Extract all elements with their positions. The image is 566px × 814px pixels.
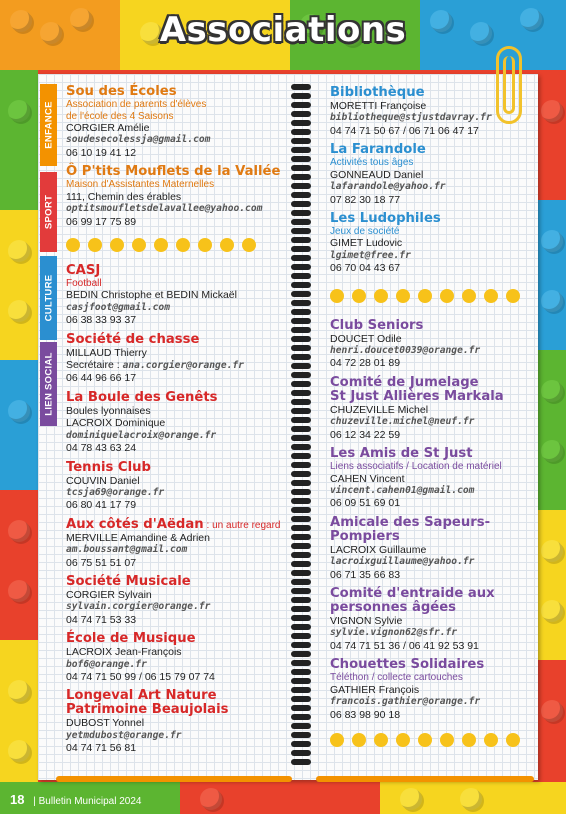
- spiral-ring: [291, 381, 311, 387]
- spiral-ring: [291, 282, 311, 288]
- association-name: Aux côtés d'Aëdan: [66, 516, 204, 532]
- spiral-ring: [291, 516, 311, 522]
- association-email[interactable]: francois.gathier@orange.fr: [330, 696, 481, 708]
- association-phone: 06 83 98 90 18: [330, 708, 401, 721]
- association-phone: 04 74 71 51 36 / 06 41 92 53 91: [330, 639, 479, 652]
- right-column: [330, 86, 534, 747]
- association-email[interactable]: yetmdubost@orange.fr: [66, 729, 182, 741]
- association-tennis-club: [66, 461, 290, 512]
- spiral-ring: [291, 444, 311, 450]
- association-phone: 06 10 19 41 12: [66, 146, 137, 159]
- association-subtitle: Jeux de société: [330, 225, 400, 237]
- association-name: Sou des Écoles: [66, 84, 177, 99]
- association-contact: CORGIER Amélie: [66, 122, 150, 134]
- association-phone: 06 71 35 66 83: [330, 568, 401, 581]
- association-email[interactable]: dominiquelacroix@orange.fr: [66, 429, 217, 441]
- spiral-ring: [291, 237, 311, 243]
- spiral-ring: [291, 453, 311, 459]
- association-casj: [66, 264, 290, 327]
- spiral-ring: [291, 147, 311, 153]
- association-name: Longeval Art Nature: [66, 688, 217, 704]
- association-phone: 06 12 34 22 59: [330, 428, 401, 441]
- spiral-ring: [291, 318, 311, 324]
- association-email[interactable]: bof6@orange.fr: [66, 658, 147, 670]
- association-email[interactable]: sylvain.corgier@orange.fr: [66, 601, 211, 613]
- spiral-ring: [291, 363, 311, 369]
- association-phone: 06 75 51 51 07: [66, 556, 137, 569]
- association-phone: 04 78 43 63 24: [66, 442, 137, 455]
- spiral-ring: [291, 102, 311, 108]
- spiral-ring: [291, 462, 311, 468]
- association-ptits-mouflets: [66, 165, 290, 228]
- association-chouettes-solidaires: [330, 658, 534, 721]
- association-email[interactable]: lgimet@free.fr: [330, 249, 411, 261]
- association-email[interactable]: bibliotheque@stjustdavray.fr: [330, 112, 492, 124]
- association-societe-musicale: [66, 575, 290, 626]
- spiral-ring: [291, 210, 311, 216]
- association-name: Les Ludophiles: [330, 210, 441, 226]
- association-contact: LACROIX Dominique: [66, 417, 166, 430]
- spiral-ring: [291, 84, 311, 90]
- spiral-ring: [291, 705, 311, 711]
- spiral-ring: [291, 417, 311, 423]
- spiral-ring: [291, 732, 311, 738]
- spiral-ring: [291, 678, 311, 684]
- association-name: Société Musicale: [66, 573, 191, 589]
- association-name-line2: St Just Allières Markala: [330, 388, 504, 404]
- association-name-line2: personnes âgées: [330, 600, 457, 616]
- association-name: Bibliothèque: [330, 85, 425, 100]
- spiral-ring: [291, 624, 311, 630]
- association-longeval: [66, 689, 290, 754]
- association-contact: COUVIN Daniel: [66, 474, 140, 487]
- category-tab-lien-social: LIEN SOCIAL: [40, 342, 57, 426]
- spiral-ring: [291, 525, 311, 531]
- association-contact: CORGIER Sylvain: [66, 588, 152, 601]
- association-contact: GATHIER François: [330, 683, 420, 696]
- association-la-farandole: [330, 143, 534, 206]
- association-secretary: Secrétaire : ana.corgier@orange.fr: [66, 359, 244, 372]
- association-name: La Boule des Genêts: [66, 389, 218, 405]
- spiral-ring: [291, 327, 311, 333]
- spiral-ring: [291, 669, 311, 675]
- association-name: Comité de Jumelage: [330, 374, 479, 390]
- association-name: Amicale des Sapeurs-Pompiers: [330, 514, 491, 544]
- spiral-ring: [291, 399, 311, 405]
- association-name: Les Amis de St Just: [330, 446, 473, 462]
- spiral-ring: [291, 345, 311, 351]
- association-club-seniors: [330, 319, 534, 370]
- association-phone: 06 38 33 93 37: [66, 314, 137, 327]
- spiral-ring: [291, 138, 311, 144]
- association-subtitle: Activités tous âges: [330, 157, 414, 169]
- spiral-ring: [291, 174, 311, 180]
- association-phone: 04 74 71 50 67 / 06 71 06 47 17: [330, 124, 479, 137]
- spiral-ring: [291, 741, 311, 747]
- association-name: Tennis Club: [66, 459, 151, 475]
- association-email[interactable]: am.boussant@gmail.com: [66, 544, 188, 556]
- spiral-ring: [291, 246, 311, 252]
- spiral-ring: [291, 156, 311, 162]
- association-name: CASJ: [66, 262, 101, 278]
- association-name: La Farandole: [330, 142, 426, 158]
- category-tab-enfance: ENFANCE: [40, 84, 57, 166]
- spiral-ring: [291, 606, 311, 612]
- association-phone: 06 99 17 75 89: [66, 215, 137, 228]
- association-email[interactable]: sylvie.vignon62@sfr.fr: [330, 627, 458, 639]
- spiral-ring: [291, 570, 311, 576]
- dot-separator: [330, 289, 534, 303]
- spiral-ring: [291, 255, 311, 261]
- spiral-ring: [291, 588, 311, 594]
- association-phone: 06 09 51 69 01: [330, 497, 401, 510]
- association-phone: 04 74 71 50 99 / 06 15 79 07 74: [66, 670, 215, 683]
- spiral-ring: [291, 498, 311, 504]
- association-contact: LACROIX Guillaume: [330, 543, 427, 556]
- spiral-ring: [291, 489, 311, 495]
- spiral-ring: [291, 543, 311, 549]
- association-subtitle: Association de parents d'élèves: [66, 99, 207, 110]
- association-name: Société de chasse: [66, 331, 200, 347]
- association-subtitle: Téléthon / collecte cartouches: [330, 672, 463, 684]
- spiral-ring: [291, 696, 311, 702]
- spiral-ring: [291, 291, 311, 297]
- association-subtitle: Football: [66, 277, 102, 289]
- association-amis-de-st-just: [330, 447, 534, 510]
- association-contact: GONNEAUD Daniel: [330, 168, 424, 181]
- association-contact: MILLAUD Thierry: [66, 346, 147, 359]
- association-societe-de-chasse: [66, 333, 290, 385]
- spiral-ring: [291, 129, 311, 135]
- category-tab-culture: CULTURE: [40, 256, 57, 340]
- spiral-ring: [291, 273, 311, 279]
- spiral-ring: [291, 552, 311, 558]
- spiral-ring: [291, 651, 311, 657]
- association-contact: DUBOST Yonnel: [66, 717, 145, 730]
- spiral-ring: [291, 615, 311, 621]
- bottom-accent-left: [56, 776, 292, 782]
- association-comite-entraide: [330, 587, 534, 652]
- spiral-ring: [291, 336, 311, 342]
- association-subtitle: de l'école des 4 Saisons: [66, 110, 174, 122]
- association-contact: BEDIN Christophe et BEDIN Mickaël: [66, 289, 237, 302]
- bottom-accent-right: [316, 776, 534, 782]
- association-email[interactable]: casjfoot@gmail.com: [66, 301, 170, 313]
- association-email[interactable]: chuzeville.michel@neuf.fr: [330, 416, 475, 428]
- association-name: Chouettes Solidaires: [330, 657, 485, 673]
- spiral-ring: [291, 480, 311, 486]
- association-email[interactable]: lacroixguillaume@yahoo.fr: [330, 556, 475, 568]
- association-name: Club Seniors: [330, 317, 424, 333]
- association-bibliotheque: [330, 86, 534, 137]
- left-column: [66, 85, 290, 761]
- spiral-ring: [291, 723, 311, 729]
- page-footer: [10, 792, 141, 807]
- association-sou-des-ecoles: [66, 85, 290, 159]
- association-name: Ô P'tits Mouflets de la Vallée: [66, 164, 281, 180]
- spiral-ring: [291, 390, 311, 396]
- association-contact: CAHEN Vincent: [330, 472, 405, 485]
- association-email[interactable]: tcsja69@orange.fr: [66, 486, 165, 498]
- spiral-ring: [291, 714, 311, 720]
- spiral-ring: [291, 372, 311, 378]
- association-phone: 04 74 71 53 33: [66, 613, 137, 626]
- spiral-ring: [291, 300, 311, 306]
- association-subtitle: : un autre regard: [206, 519, 281, 531]
- bulletin-label: Bulletin Municipal 2024: [38, 796, 142, 807]
- spiral-ring: [291, 534, 311, 540]
- spiral-ring: [291, 408, 311, 414]
- association-contact: CHUZEVILLE Michel: [330, 403, 429, 416]
- spiral-ring: [291, 660, 311, 666]
- association-name-line2: Patrimoine Beaujolais: [66, 702, 229, 718]
- spiral-ring: [291, 120, 311, 126]
- association-phone: 04 72 28 01 89: [330, 357, 401, 370]
- spiral-ring: [291, 165, 311, 171]
- spiral-ring: [291, 561, 311, 567]
- spiral-ring: [291, 111, 311, 117]
- spiral-ring: [291, 309, 311, 315]
- spiral-ring: [291, 507, 311, 513]
- association-name: Comité d'entraide aux: [330, 586, 495, 602]
- association-contact: LACROIX Jean-François: [66, 646, 182, 659]
- page-title: Associations: [159, 10, 407, 50]
- association-contact: VIGNON Sylvie: [330, 615, 403, 628]
- association-email[interactable]: soudesecolessja@gmail.com: [66, 134, 211, 146]
- association-contact: GIMET Ludovic: [330, 237, 403, 250]
- association-contact: MORETTI Françoise: [330, 100, 427, 112]
- dot-separator: [66, 238, 290, 252]
- footer-separator: |: [33, 796, 36, 807]
- dot-separator: [330, 733, 534, 747]
- spiral-ring: [291, 264, 311, 270]
- spiral-ring: [291, 750, 311, 756]
- association-subtitle: Boules lyonnaises: [66, 404, 151, 417]
- page-number: 18: [10, 792, 25, 807]
- association-comite-de-jumelage: [330, 376, 534, 441]
- spiral-ring: [291, 354, 311, 360]
- association-contact: 111, Chemin des érables: [66, 190, 182, 203]
- association-les-ludophiles: [330, 212, 534, 275]
- association-phone: 04 74 71 56 81: [66, 742, 137, 755]
- association-name: École de Musique: [66, 631, 196, 647]
- spiral-ring: [291, 426, 311, 432]
- association-email[interactable]: optitsmoufletsdelavallee@yahoo.com: [66, 203, 263, 215]
- spiral-ring: [291, 228, 311, 234]
- association-phone: 07 82 30 18 77: [330, 193, 401, 206]
- spiral-ring: [291, 201, 311, 207]
- association-phone: 06 44 96 66 17: [66, 372, 137, 385]
- spiral-binding: [291, 84, 311, 774]
- spiral-ring: [291, 471, 311, 477]
- spiral-ring: [291, 435, 311, 441]
- association-contact: MERVILLE Amandine & Adrien: [66, 531, 210, 544]
- association-subtitle: Maison d'Assistantes Maternelles: [66, 179, 215, 191]
- association-aux-cotes-daedan: [66, 518, 290, 569]
- spiral-ring: [291, 219, 311, 225]
- association-subtitle: Liens associatifs / Location de matériel: [330, 461, 502, 473]
- category-tab-sport: SPORT: [40, 172, 57, 252]
- association-email[interactable]: vincent.cahen01@gmail.com: [330, 485, 475, 496]
- spiral-ring: [291, 192, 311, 198]
- association-amicale-sapeurs-pompiers: [330, 516, 534, 581]
- association-email[interactable]: henri.doucet0039@orange.fr: [330, 345, 481, 357]
- spiral-ring: [291, 183, 311, 189]
- spiral-ring: [291, 633, 311, 639]
- association-phone: 06 80 41 17 79: [66, 499, 137, 512]
- spiral-ring: [291, 642, 311, 648]
- association-contact: DOUCET Odile: [330, 332, 402, 345]
- association-phone: 06 70 04 43 67: [330, 262, 401, 275]
- spiral-ring: [291, 687, 311, 693]
- association-boule-des-genets: [66, 391, 290, 455]
- spiral-ring: [291, 579, 311, 585]
- spiral-ring: [291, 93, 311, 99]
- spiral-ring: [291, 597, 311, 603]
- spiral-ring: [291, 759, 311, 765]
- association-ecole-de-musique: [66, 632, 290, 683]
- association-email[interactable]: lafarandole@yahoo.fr: [330, 181, 446, 193]
